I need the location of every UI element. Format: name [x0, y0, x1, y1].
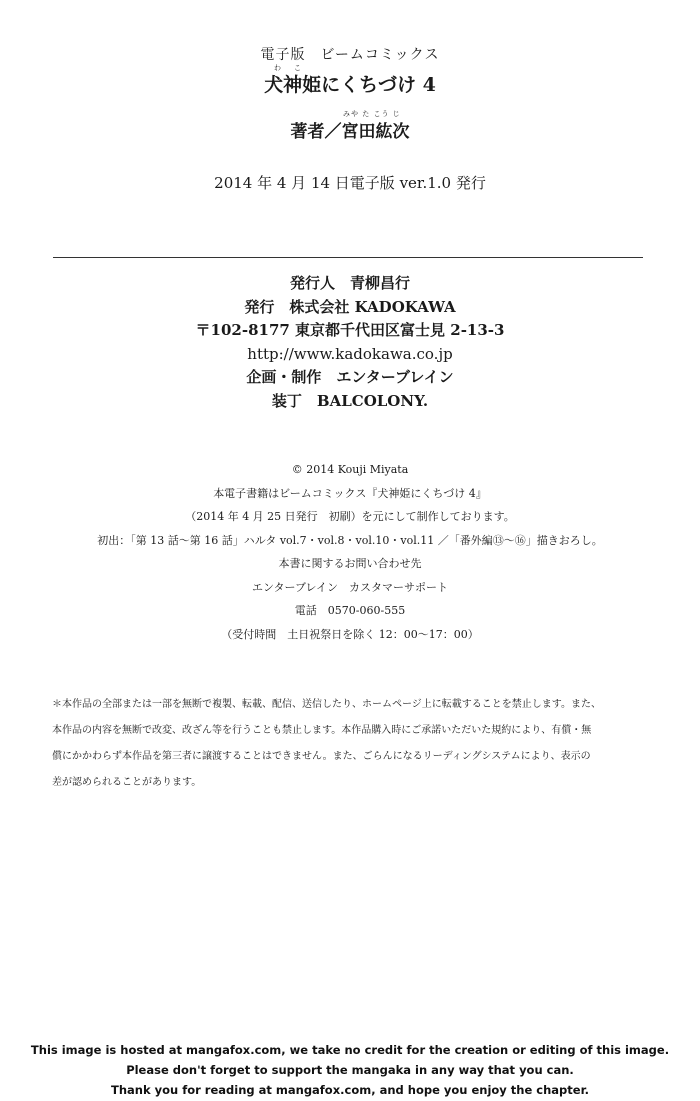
publisher-info: [0, 272, 700, 414]
notice-line: 本作品の内容を無断で改変、改ざん等を行うことも禁止します。本作品購入時にご承諾いただいた規約により、有償・無: [52, 725, 592, 736]
publication-date: 2014 年 4 月 14 日電子版 ver.1.0 発行: [214, 174, 486, 192]
publisher-address: 〒102-8177 東京都千代田区富士見 2-13-3: [195, 321, 505, 340]
author-block: [0, 110, 700, 142]
publisher-line: 装丁 BALCOLONY.: [271, 391, 429, 410]
title-ruby: わ こ: [274, 64, 304, 72]
copyright-notice: [52, 692, 648, 796]
author-line: 著者／宮田紘次: [290, 122, 410, 142]
footer-line: This image is hosted at mangafox.com, we take no credit for the creation or editing of this image.: [30, 1043, 670, 1057]
publisher-url: http://www.kadokawa.co.jp: [247, 344, 453, 363]
author-ruby: みや た こう じ: [343, 110, 401, 118]
publisher-line: 発行 株式会社 KADOKAWA: [244, 297, 456, 316]
credits-line: 本電子書籍はビームコミックス『犬神姫にくちづけ 4』: [213, 486, 487, 500]
phone-line: 電話 0570-060-555: [294, 604, 406, 617]
colophon-header: [0, 44, 700, 193]
publisher-line: 企画・制作 エンターブレイン: [246, 368, 454, 387]
footer-line: Please don't forget to support the mangaka in any way that you can.: [126, 1063, 574, 1077]
notice-line: ＊本作品の全部または一部を無断で複製、転載、配信、送信したり、ホームページ上に転載することを禁止します。また、: [52, 699, 601, 710]
credits-block: [0, 458, 700, 646]
book-title-block: [0, 64, 700, 97]
notice-line: 差が認められることがあります。: [52, 777, 202, 788]
footer-line: Thank you for reading at mangafox.com, and hope you enjoy the chapter.: [111, 1083, 589, 1097]
publisher-line: 発行人 青柳昌行: [289, 274, 410, 292]
contact-heading: 本書に関するお問い合わせ先: [278, 557, 422, 570]
edition-label: 電子版 ビームコミックス: [260, 47, 440, 63]
hours-line: （受付時間 土日祝祭日を除く 12：00〜17：00）: [221, 627, 479, 641]
support-line: エンターブレイン カスタマーサポート: [251, 580, 449, 594]
hosting-footer: [0, 1040, 700, 1100]
credits-line: （2014 年 4 月 25 日発行 初刷）を元にして制作しております。: [185, 510, 515, 523]
first-publication-line: 初出：「第 13 話〜第 16 話」ハルタ vol.7・vol.8・vol.10・vol.11 ／「番外編⑬〜⑯」描きおろし。: [97, 533, 603, 547]
copyright-line: © 2014 Kouji Miyata: [291, 463, 409, 476]
notice-line: 償にかかわらず本作品を第三者に譲渡することはできません。また、ごらんになるリーディングシステムにより、表示の: [52, 751, 591, 762]
divider-rule: [53, 257, 643, 258]
book-title: 犬神姫にくちづけ 4: [264, 74, 436, 96]
